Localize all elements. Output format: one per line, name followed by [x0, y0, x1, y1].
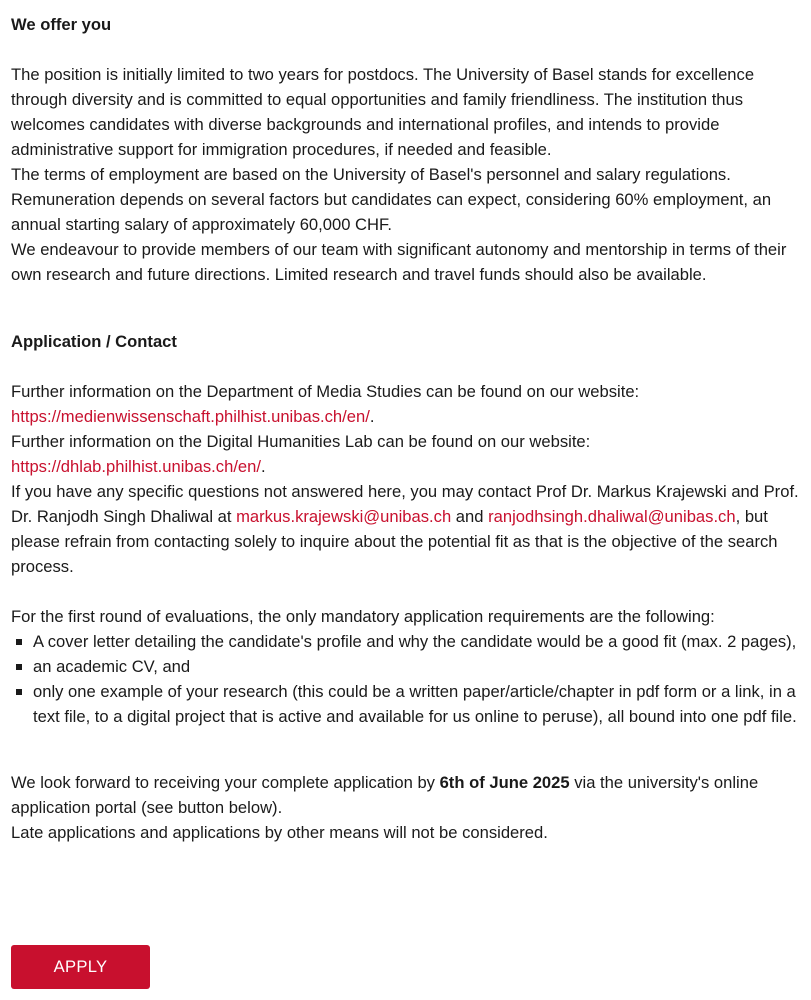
- deadline-info: [11, 770, 800, 820]
- dhlab-suffix: .: [261, 457, 266, 476]
- late-applications-note: Late applications and applications by other means will not be considered.: [11, 823, 548, 842]
- requirement-text: A cover letter detailing the candidate's profile and why the candidate would be a good fit (max. 2 pages),: [33, 632, 797, 651]
- contact-section: [11, 329, 800, 845]
- offer-paragraph-duration: The position is initially limited to two years for postdocs. The University of Basel stands for excellence through diversity and is committed to equal opportunities and family friendliness. The institution thus welcomes candidates with diverse backgrounds and international profiles, and intends to provide administrative support for immigration procedures, if needed and feasible.: [11, 65, 755, 159]
- media-studies-suffix: .: [369, 407, 375, 426]
- square-bullet-icon: [16, 664, 22, 670]
- media-studies-link[interactable]: https://medienwissenschaft.philhist.unibas.ch/en/: [11, 407, 370, 426]
- spacer: [11, 729, 800, 770]
- square-bullet-icon: [16, 639, 22, 645]
- dhlab-link[interactable]: https://dhlab.philhist.unibas.ch/en/: [11, 457, 261, 476]
- apply-button[interactable]: APPLY: [11, 945, 150, 989]
- list-item: [11, 654, 800, 679]
- email-link-dhaliwal[interactable]: ranjodhsingh.dhaliwal@unibas.ch: [488, 507, 736, 526]
- list-item: [11, 679, 800, 729]
- dhlab-text: Further information on the Digital Humanities Lab can be found on our website:: [11, 432, 591, 451]
- spacer: [11, 354, 800, 379]
- offer-paragraph-salary: The terms of employment are based on the University of Basel's personnel and salary regulations. Remuneration depends on several factors but candidates can expect, considering 60% employment, an annual starting salary of approximately 60,000 CHF.: [11, 165, 772, 234]
- offer-heading: We offer you: [11, 15, 112, 34]
- deadline-suffix: via the university's online application portal (see button below).: [11, 773, 759, 817]
- spacer: [11, 287, 800, 329]
- questions-text: If you have any specific questions not answered here, you may contact Prof Dr. Markus Krajewski and Prof. Dr. Ranjodh Singh Dhaliwal at: [11, 482, 799, 526]
- email-link-krajewski[interactable]: markus.krajewski@unibas.ch: [236, 507, 452, 526]
- questions-info: [11, 479, 800, 579]
- dhlab-info: [11, 429, 800, 479]
- offer-section: [11, 12, 800, 287]
- requirement-text: only one example of your research (this could be a written paper/article/chapter in pdf form or a link, in a text file, to a digital project that is active and available for us online to peruse), all bound into one pdf file.: [33, 682, 797, 726]
- offer-paragraph-autonomy: We endeavour to provide members of our team with significant autonomy and mentorship in terms of their own research and future directions. Limited research and travel funds should also be available.: [11, 240, 787, 284]
- media-studies-text: Further information on the Department of Media Studies can be found on our website:: [11, 382, 640, 401]
- deadline-text: We look forward to receiving your complete application by: [11, 773, 440, 792]
- requirements-intro: For the first round of evaluations, the only mandatory application requirements are the following:: [11, 607, 715, 626]
- questions-and: and: [451, 507, 489, 526]
- list-item: [11, 629, 800, 654]
- requirement-text: an academic CV, and: [33, 657, 191, 676]
- deadline-date: 6th of June 2025: [439, 773, 570, 792]
- spacer: [11, 579, 800, 604]
- media-studies-info: [11, 379, 800, 429]
- questions-suffix: , but please refrain from contacting solely to inquire about the potential fit as that is the objective of the search process.: [11, 507, 778, 576]
- contact-heading: Application / Contact: [11, 332, 177, 351]
- apply-button-container: [11, 945, 150, 989]
- square-bullet-icon: [16, 689, 22, 695]
- requirements-list: [11, 629, 800, 729]
- spacer: [11, 37, 800, 62]
